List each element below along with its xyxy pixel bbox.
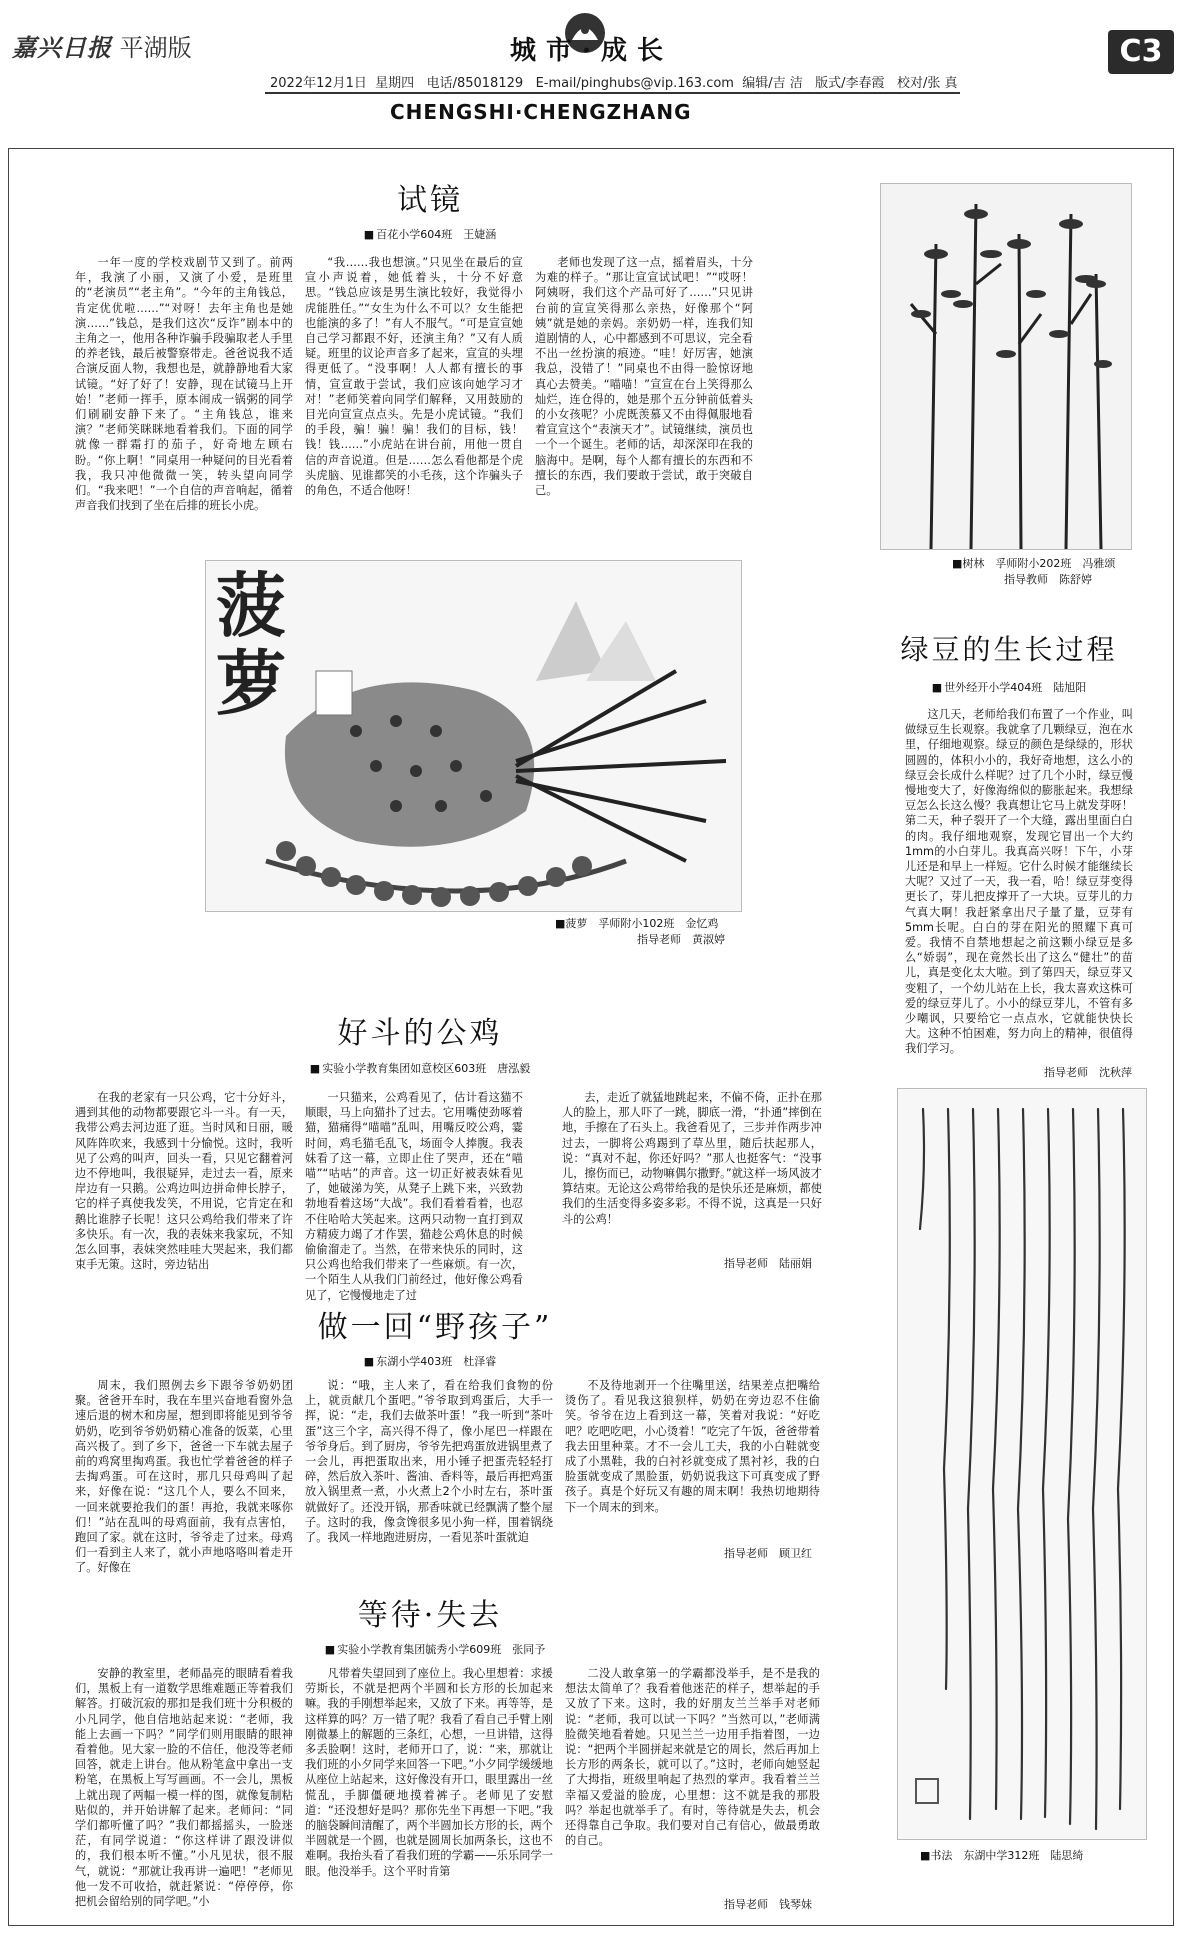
article-title-gongji: 好斗的公鸡: [337, 1016, 503, 1051]
article-body-gongji-col1: 在我的老家有一只公鸡，它十分好斗，遇到其他的动物都要跟它斗一斗。有一天，我带公鸡去河边逛了逛。当时风和日丽，暖风阵阵吹来，我感到十分愉悦。这时，我听见了公鸡的叫声，回头一看，只见它翻着河边不停地叫，我很疑异，走过去一看，原来岸边有一只鹅。公鸡边叫边拼命伸长脖子，它的样子真使我发笑，不用说，它肯定在和鹅比谁脖子长呢！这只公鸡给我们带来了许多快乐。有一次，我的表妹来我家玩，不知怎么回事，表妹突然哇哇大哭起来，我们都束手无策。这时，旁边钻出: [75, 1091, 293, 1272]
issue-weekday: 星期四: [375, 76, 415, 91]
painting-boluo: [205, 560, 742, 912]
byline-lvdou: ■ 世外经开小学404班 陆旭阳: [880, 679, 1138, 695]
masthead: [12, 28, 192, 63]
edition-name: 平湖版: [119, 34, 192, 62]
advisor-lvdou: 指导老师 沈秋萍: [1044, 1066, 1132, 1079]
caption-shufa: ■书法 东湖中学312班 陆思绮: [920, 1849, 1084, 1862]
email: E-mail/pinghubs@vip.163.com: [535, 76, 734, 91]
byline-dengdai: ■ 实验小学教育集团毓秀小学609班 张同予: [270, 1641, 600, 1657]
layout-editor: 版式/李春霞: [815, 76, 885, 91]
article-body-shijing-col1: 一年一度的学校戏剧节又到了。前两年，我演了小丽，又演了小爱，是班里的“老演员”“老主角”。“今年的主角钱总，肯定优优啦……”“对呀！去年主角也是她演……”钱总，是我们这次“反诈”剧本中的主角之一，他用各种诈骗手段骗取老人手里的养老钱，最后被警察带走。爸爸说我不适合演反面人物，我想也是，就静静地看大家试镜。“好了好了！安静，现在试镜马上开始！”老师一挥手，原本闹成一锅粥的同学们刷刷安静下来了。“主角钱总，谁来演？”老师笑眯眯地看着我们。下面的同学就像一群霜打的茄子，好奇地左顾右盼。“你上啊！”同桌用一种疑问的目光看着我，我只冲他微微一笑，转头望向同学们。“我来吧！”一个自信的声音响起，循着声音我们找到了坐在后排的班长小虎。: [75, 256, 293, 513]
pineapple-illustration-icon: [206, 561, 741, 911]
advisor-yehaizi: 指导老师 顾卫红: [724, 1547, 812, 1560]
advisor-gongji: 指导老师 陆丽娟: [724, 1257, 812, 1270]
calligraphy-strokes-icon: [898, 1089, 1146, 1839]
byline-shijing: ■ 百花小学604班 王婕涵: [300, 226, 560, 242]
painting-shulin: [880, 183, 1132, 550]
advisor-dengdai: 指导老师 钱琴妹: [724, 1898, 812, 1911]
section-pinyin: CHENGSHI·CHENGZHANG: [390, 100, 692, 124]
article-body-yehaizi-col3: 不及待地剥开一个往嘴里送，结果差点把嘴给烫伤了。看见我这狼狈样，奶奶在旁边忍不住偷笑。爷爷在边上看到这一幕，笑着对我说：“好吃吧？吃吧吃吧，小心烫着！”吃完了午饭，爸爸带着我去田里种菜。才不一会儿工夫，我的小白鞋就变成了小黑鞋，我的白衬衫就变成了黑衬衫，我的白脸蛋就变成了黑脸蛋，奶奶说我这下可真变成了野孩子。真是个好玩又有趣的周末啊！我热切地期待下一个周末的到来。: [565, 1379, 820, 1514]
page-number-badge: C3: [1108, 30, 1174, 74]
article-body-lvdou: 这几天，老师给我们布置了一个作业，叫做绿豆生长观察。我就拿了几颗绿豆，泡在水里，仔细地观察。绿豆的颜色是绿绿的，形状圆圆的，体积小小的，我好奇地想，这么小的绿豆会长成什么样呢？过了几个小时，绿豆慢慢地变大了，好像海绵似的膨胀起来。我想绿豆怎么长这么慢？我真想让它马上就发芽呀！第二天，种子裂开了一个大缝，露出里面白白的肉。我仔细地观察，发现它冒出一个大约1mm的小白芽儿。我真高兴呀！下午，小芽儿还是和早上一样短。它什么时候才能继续长大呢？又过了一天，我一看，哈！绿豆芽变得更长了，芽儿把皮撑开了一大块。豆芽儿的力气真大啊！我赶紧拿出尺子量了量，豆芽有5mm长呢。白白的芽在阳光的照耀下真可爱。我情不自禁地想起之前这颗小绿豆是多么“娇弱”，现在竟然长出了这么“健壮”的苗儿，真是变化太大啦。到了第四天，绿豆芽又变粗了，一个幼儿站在上长，我太喜欢这株可爱的绿豆芽儿了。小小的绿豆芽儿，不管有多少嘲讽，只要给它一点点水，它就能快快长大。这种不怕困难，努力向上的精神，很值得我们学习。: [905, 708, 1133, 1056]
article-body-gongji-col2: 一只猫来，公鸡看见了，估计看这猫不顺眼，马上向猫扑了过去。它用嘴使劲啄着猫，猫痛得“喵喵”乱叫，用嘴反咬公鸡，霎时间，鸡毛猫毛乱飞，场面令人捧腹。我表妹看了这一幕，立即止住了哭声，还在“喵喵”“咕咕”的声音。这一切正好被表妹看见了，她破涕为笑，从凳子上跳下来，兴致勃勃地看着这场“大战”。我们看着看着，也忍不住哈哈大笑起来。这两只动物一直打到双方精疲力竭了才作罢，猫趁公鸡休息的时候偷偷溜走了。当然，在带来快乐的同时，这只公鸡也给我们带来了一些麻烦。有一次，一个陌生人从我们门前经过，他好像公鸡看见了，它慢慢地走了过: [305, 1091, 523, 1302]
editor: 编辑/吉 洁: [742, 76, 803, 91]
proofreader: 校对/张 真: [896, 76, 958, 91]
phone: 电话/85018129: [426, 76, 524, 91]
section-title: 城市·成长: [510, 36, 674, 66]
article-title-yehaizi: 做一回“野孩子”: [317, 1310, 553, 1345]
trees-illustration-icon: [881, 184, 1131, 549]
paper-logo: 嘉兴日报: [12, 33, 112, 62]
byline-yehaizi: ■ 东湖小学403班 杜泽睿: [300, 1353, 560, 1369]
header-rule: [265, 92, 960, 94]
issue-date: 2022年12月1日: [270, 76, 367, 91]
painting-brush-text: 菠萝: [216, 564, 286, 725]
issue-meta-line: [270, 72, 957, 91]
article-body-yehaizi-col2: 说：“哦，主人来了，看在给我们食物的份上，就贡献几个蛋吧。”爷爷取到鸡蛋后，大手一挥，说：“走，我们去做茶叶蛋！”我一听到“茶叶蛋”这三个字，高兴得不得了，像小尾巴一样跟在爷爷身后。到了厨房，爷爷先把鸡蛋放进锅里煮了一会儿，再把蛋取出来，用小锤子把蛋壳轻轻打碎，然后放入茶叶、酱油、香料等，最后再把鸡蛋放入锅里煮一煮，小火煮上2个小时左右，茶叶蛋就做好了。还没开锅，那香味就已经飘满了整个屋子。这时的我，像贪馋很多见小狗一样，围着锅绕了。我风一样地跑进厨房，一看见茶叶蛋就迫: [305, 1379, 553, 1545]
article-body-shijing-col2: “我……我也想演。”只见坐在最后的宣宣小声说着，她低着头，十分不好意思。“钱总应该是男生演比较好，我觉得小虎能胜任。”“女生为什么不可以？女生能把也能演的多了！”有人不服气。“可是宣宣她自己学习都跟不好，还演主角？”又有人质疑。班里的议论声音多了起来，宣宣的头埋得更低了。“没事啊！人人都有擅长的事情，宣宣敢于尝试，我们应该向她学习才对！”老师笑着向同学们解释，又用鼓励的目光向宣宣点点头。先是小虎试镜。“我们的手段，骗！骗！骗！我们的目标，钱！钱！钱……”小虎站在讲台前，用他一贯自信的声音说道。但是……怎么看他都是个虎头虎脑、见谁都笑的小毛孩，这个诈骗头子的角色，不适合他呀！: [305, 256, 523, 498]
calligraphy-shufa: [897, 1088, 1147, 1840]
article-body-shijing-col3: 老师也发现了这一点，摇着眉头，十分为难的样子。“那让宣宣试试吧！”“哎呀！阿姨呀，我们这个产品可好了……”只见讲台前的宣宣笑得那么亲热，好像那个“阿姨”就是她的亲妈。亲奶奶一样，连我们知道剧情的人，心中都感到不可思议，完全看不出一丝扮演的痕迹。“哇！好厉害，她演我总，没错了！”同桌也不由得一脸惊讶地真心去赞美。“喵喵！”宣宣在台上笑得那么灿烂，连仓得的，她是那个五分钟前低着头的小女孩呢？小虎既羡慕又不由得佩服地看着宣宣这个“表演天才”。试镜继续，演员也一个一个诞生。老师的话，却深深印在我的脑海中。是啊，每个人都有擅长的东西和不擅长的东西，我们要敢于尝试，敢于突破自己。: [535, 256, 753, 498]
caption-boluo: ■菠萝 孚师附小102班 金忆鸡 指导老师 黄淑婷: [555, 917, 725, 946]
article-body-dengdai-col3: 二没人敢拿第一的学霸都没举手，是不是我的想法太简单了？我看着他迷茫的样子，想举起的手又放了下来。这时，我的好朋友兰兰举手对老师说：“老师，我可以试一下吗？”当然可以，”老师满脸微笑地看着她。只见兰兰一边用手指着图，一边说：“把两个半圆拼起来就是它的周长，然后再加上长方形的两条长，就可以了。”这时，老师向她竖起了大拇指，班级里响起了热烈的掌声。我看着兰兰幸福又爱溢的脸庞，心里想：这不就是我的那股吗？举起也就举手了。有时，等待就是失去，机会还得靠自己争取。我们要对自己有信心，做最勇敢的自己。: [565, 1667, 820, 1848]
article-title-shijing: 试镜: [397, 183, 463, 218]
article-body-dengdai-col1: 安静的教室里，老师晶亮的眼睛看着我们，黑板上有一道数学思维难题正等着我们解答。打破沉寂的那扣是我们班十分积极的小凡同学，他自信地站起来说：“老师，我能上去画一下吗？”同学们则用眼睛的眼神看着他。见大家一脸的不信任，他没等老师回答，就走上讲台。他从粉笔盒中拿出一支粉笔，在黑板上写写画画。不一会儿，黑板上就出现了两幅一模一样的图，就像复制粘贴似的，并开始讲解了起来。老师问：“同学们都听懂了吗？”我们都摇摇头，一脸迷茫，有同学说道：“你这样讲了跟没讲似的，我们根本听不懂。”小凡见状，很不服气，就说：“那就让我再讲一遍吧！”老师见他一发不可收拾，就赶紧说：“停停停，你把机会留给别的同学吧。”小: [75, 1667, 293, 1909]
byline-gongji: ■ 实验小学教育集团如意校区603班 唐泓毅: [250, 1060, 590, 1076]
article-body-yehaizi-col1: 周末，我们照例去乡下跟爷爷奶奶团聚。爸爸开车时，我在车里兴奋地看窗外急速后退的树木和房屋，想到即将能见到爷爷奶奶，吃到爷爷奶奶精心准备的饭菜，心里高兴极了。到了乡下，爸爸一下车就去屋子前的鸡窝里掏鸡蛋。我也忙学着爸爸的样子去掏鸡蛋。可在这时，那几只母鸡叫了起来，好像在说：“这几个人，要么不回来，一回来就要抢我们的蛋！再抢，我就来啄你们！”站在乱叫的母鸡面前，我有点害怕，跑回了家。就在这时，爷爷走了过来。母鸡们一看到主人来了，就小声地咯咯叫着走开了。好像在: [75, 1379, 293, 1575]
article-title-dengdai: 等待·失去: [357, 1598, 503, 1633]
article-body-gongji-col3: 去，走近了就猛地跳起来，不偏不倚，正扑在那人的脸上，那人吓了一跳，脚底一滑，“扑通”摔倒在地，手擦在了石头上。我爸看见了，三步并作两步冲过去，一脚将公鸡踢到了草丛里，随后扶起那人，说：“真对不起，你还好吗？”那人也挺客气：“没事儿，擦伤而已，动物嘛偶尔撒野。”就这样一场风波才算结束。无论这公鸡带给我的是快乐还是麻烦，都使我们的生活变得多姿多彩。不得不说，这真是一只好斗的公鸡！: [562, 1091, 822, 1226]
article-body-dengdai-col2: 凡带着失望回到了座位上。我心里想着：求援劳斯长，不就是把两个半圆和长方形的长加起来嘛。我的手刚想举起来，又放了下来。再等等，是这样算的吗？万一错了呢？我看了看自己手臂上刚刚微暴上的解题的三条红，心想，一旦讲错，这得多丢脸啊！这时，老师开口了，说：“来，那就让我们班的小夕同学来回答一下吧。”小夕同学缓缓地从座位上站起来，这好像没有开口，眼里露出一丝慌乱，手脚僵硬地摸着裤子。老师见了安慰道：“还没想好是吗？那你先坐下再想一下吧。”我的脑袋瞬间清醒了，两个半圆加长方形的长，两个半圆就是一个圆，也就是圆周长加两条长，这也不难啊。我抬头看了看我们班的学霸——乐乐同学一眼。他没举手。这个平时肯第: [305, 1667, 553, 1878]
caption-shulin: ■树林 孚师附小202班 冯雅颂 指导教师 陈舒婷: [952, 557, 1116, 586]
article-title-lvdou: 绿豆的生长过程: [900, 633, 1118, 666]
